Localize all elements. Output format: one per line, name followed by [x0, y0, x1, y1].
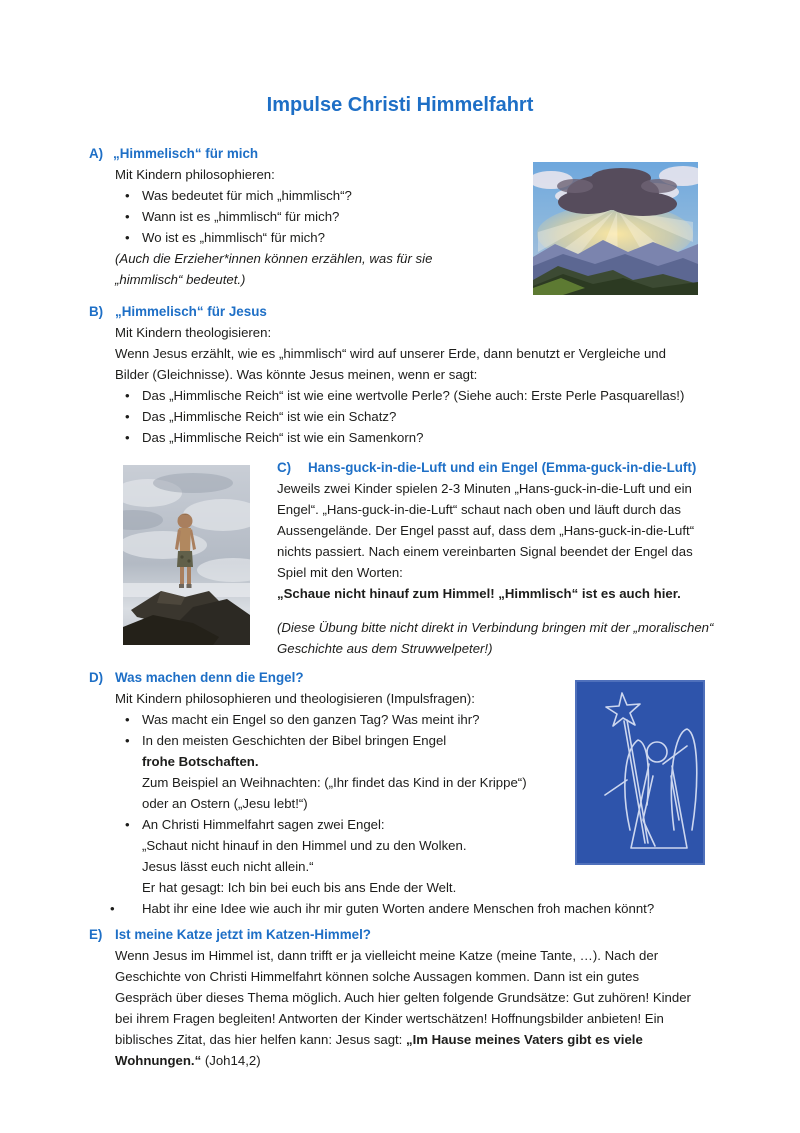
section-b-letter: B): [89, 304, 104, 319]
bullet-text: Jesus lässt euch nicht allein.“: [142, 859, 314, 874]
bullet-icon: •: [125, 188, 130, 203]
section-c-paragraph: Jeweils zwei Kinder spielen 2-3 Minuten „Hans-guck-in-die-Luft und ein Engel“. „Hans-guck-in-die-Luft“ schaut nach oben und läuft durch das Aussengelände. Der Engel passt auf, dass dem „Hans-guck-in-die-Luft“ nichts passiert. Nach einem vereinbarten Signal beendet der Engel das Spiel mit den Worten:: [277, 481, 695, 580]
bullet-text: In den meisten Geschichten der Bibel bringen Engel: [142, 733, 447, 748]
section-e: [89, 924, 697, 1071]
bullet-text: oder an Ostern („Jesu lebt!“): [142, 796, 308, 811]
section-d: [89, 667, 654, 919]
section-e-title: Ist meine Katze jetzt im Katzen-Himmel?: [115, 927, 371, 942]
bullet-icon: •: [125, 230, 130, 245]
section-a: [89, 143, 487, 290]
bullet-text: Zum Beispiel an Weihnachten: („Ihr findet das Kind in der Krippe“): [142, 775, 527, 790]
section-a-intro: Mit Kindern philosophieren:: [115, 167, 275, 182]
section-d-letter: D): [89, 670, 104, 685]
section-a-title: „Himmelisch“ für mich: [113, 146, 259, 161]
bullet-item: • Wo ist es „himmlisch“ für mich?: [115, 227, 487, 248]
bullet-item: • Habt ihr eine Idee wie auch ihr mir guten Worten andere Menschen froh machen könnt?: [115, 898, 654, 919]
bullet-item: • Das „Himmlische Reich“ ist wie ein Schatz?: [115, 406, 697, 427]
bullet-item: • Wann ist es „himmlisch“ für mich?: [115, 206, 487, 227]
bullet-icon: •: [125, 712, 130, 727]
page-title: Impulse Christi Himmelfahrt: [266, 94, 534, 116]
section-b-intro: Mit Kindern theologisieren:: [115, 325, 272, 340]
bullet-item: • Das „Himmlische Reich“ ist wie ein Samenkorn?: [115, 427, 697, 448]
section-d-title: Was machen denn die Engel?: [115, 670, 304, 685]
sky-sunbeams-image: [533, 162, 698, 295]
paragraph-text: Wenn Jesus im Himmel ist, dann trifft er ja vielleicht meine Katze (meine Tante, …). Nach der Geschichte von Christi Himmelfahrt können solche Aussagen kommen. Dann ist ein gutes Gespräch über dieses Thema möglich. Auch hier gelten folgende Grundsätze: Gut zuhören! Kinder bei ihrem Fragen begleiten! Antworten der Kinder wertschätzen! Hoffnungsbilder anbieten! Ein biblisches Zitat, das hier helfen kann: Jesus sagt:: [115, 948, 691, 1047]
bullet-text: An Christi Himmelfahrt sagen zwei Engel:: [142, 817, 385, 832]
bullet-icon: •: [125, 430, 130, 445]
bible-reference: (Joh14,2): [201, 1053, 261, 1068]
bullet-icon: •: [125, 409, 130, 424]
boy-on-rock-graphic: [123, 465, 250, 645]
section-b-title: „Himmelisch“ für Jesus: [115, 304, 267, 319]
section-b-paragraph: Wenn Jesus erzählt, wie es „himmlisch“ wird auf unserer Erde, dann benutzt er Vergleiche und Bilder (Gleichnisse). Was könnte Jesus meinen, wenn er sagt:: [115, 346, 666, 382]
bullet-text-bold: frohe Botschaften.: [142, 754, 259, 769]
bullet-icon: •: [125, 388, 130, 403]
section-e-letter: E): [89, 927, 103, 942]
bullet-icon: •: [125, 733, 130, 748]
section-b: [89, 301, 697, 448]
bullet-item: [115, 730, 585, 814]
bullet-icon: •: [125, 817, 130, 832]
section-d-intro: Mit Kindern philosophieren und theologisieren (Impulsfragen):: [115, 691, 475, 706]
boy-on-rock-image: [123, 465, 250, 645]
section-a-letter: A): [89, 146, 104, 161]
section-c-quote: „Schaue nicht hinauf zum Himmel! „Himmlisch“ ist es auch hier.: [277, 586, 681, 601]
section-c-note: (Diese Übung bitte nicht direkt in Verbindung bringen mit der „moralischen“ Geschichte aus dem Struwwelpeter!): [277, 620, 714, 656]
bullet-item: • Was macht ein Engel so den ganzen Tag? Was meint ihr?: [115, 709, 585, 730]
bible-quote-bold: „Im Hause meines Vaters gibt es viele Wohnungen.“: [115, 1032, 643, 1068]
bullet-item: [115, 814, 585, 898]
section-c-letter: C): [277, 460, 292, 475]
section-c-title: Hans-guck-in-die-Luft und ein Engel (Emma-guck-in-die-Luft): [308, 460, 697, 475]
bullet-text: Er hat gesagt: Ich bin bei euch bis ans Ende der Welt.: [142, 880, 457, 895]
section-c: [277, 457, 717, 659]
section-e-paragraph: [115, 945, 697, 1071]
sky-sunbeams-graphic: [533, 162, 698, 295]
bullet-icon: •: [110, 901, 115, 916]
bullet-item: • Was bedeutet für mich „himmlisch“?: [115, 185, 487, 206]
bullet-item: • Das „Himmlische Reich“ ist wie eine wertvolle Perle? (Siehe auch: Erste Perle Pasquarellas!): [115, 385, 697, 406]
bullet-text: „Schaut nicht hinauf in den Himmel und zu den Wolken.: [142, 838, 467, 853]
bullet-icon: •: [125, 209, 130, 224]
section-a-note: (Auch die Erzieher*innen können erzählen, was für sie „himmlisch“ bedeutet.): [115, 251, 433, 287]
